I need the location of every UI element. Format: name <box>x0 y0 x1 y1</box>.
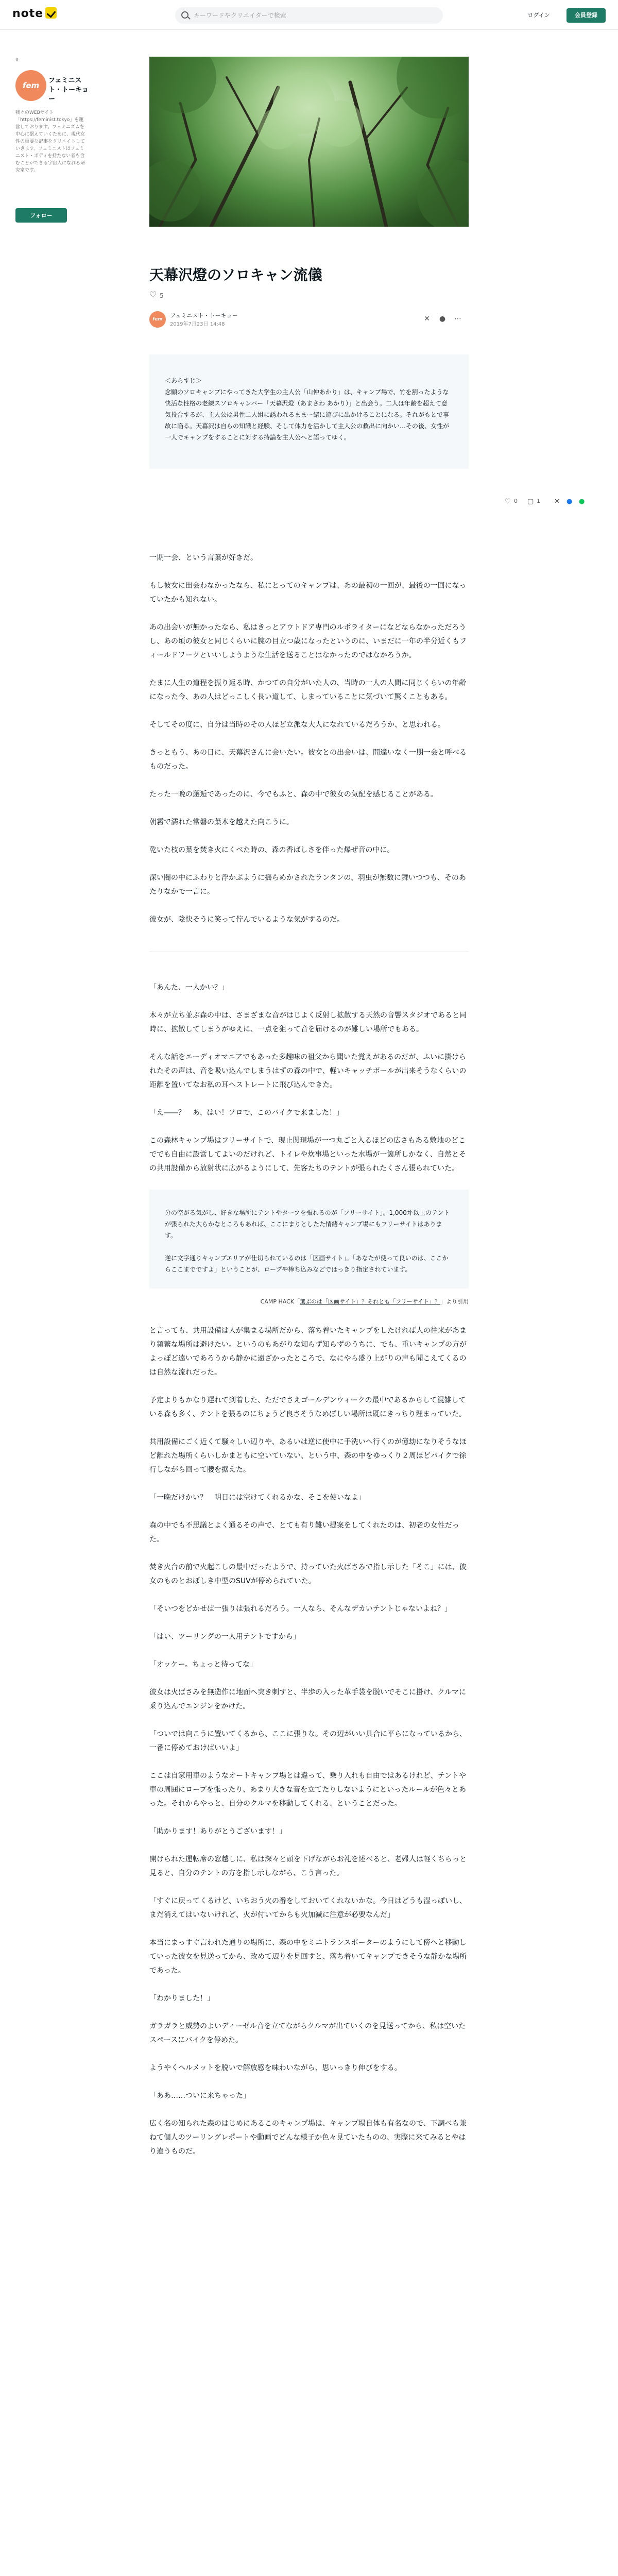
synopsis-text: 念願のソロキャンプにやってきた大学生の主人公「山仲あかり」は、キャンプ場で、竹を割ったような快活な性格の老練スソロキャンパー「天幕沢燈（あまさわ あかり）」と出会う。二人は年齢を超えて意気投合するが、主人公は男性二人組に誘われるままー緒に遊びに出かけることになる。それがもとで事故に陥る。天幕沢は自らの知識と経験、そして体力を活かして主人公の救出に向かい…その後、女性が一人でキャンプをすることに対する持論を主人公へと語ってゆく。 <box>165 388 450 441</box>
quote-box <box>149 1190 469 1289</box>
cite-link[interactable]: 選ぶのは「区画サイト」？それとも「フリーサイト」？ <box>299 1298 440 1305</box>
search-box <box>175 7 443 24</box>
body-paragraph: 「はい、ツーリングの一人用テントですから」 <box>149 1633 301 1641</box>
share-icons <box>417 314 469 325</box>
quote-paragraph: 分の空がる気がし、好きな場所にテントやタープを張れるのが「フリーサイト」。1,000坪以上のテントが張られた大らかなところもあれば、ここにまりとしたた情緒キャンプ場にもフリーサイトはあります。 <box>165 1209 450 1239</box>
logo-text: note <box>12 7 44 20</box>
body-paragraph: たまに人生の道程を振り返る時、かつての自分がいた人の、当時の一人の人間に同じくらいの年齢になった今、あの人はどっこしく長い道して、しまっていることに気づいて驚くこともある。 <box>149 679 467 701</box>
article-title: 天幕沢燈のソロキャン流儀 <box>149 266 322 283</box>
hero-image <box>149 57 469 227</box>
float-heart-icon[interactable]: ♡ <box>505 498 511 505</box>
creator-small-label: ft <box>15 58 19 63</box>
body-paragraph: と言っても、共用設備は人が集まる場所だから、落ち着いたキャンプをしたければ人の往来があまり頻繁な場所は避けたい。というのもあがりな知らず知らずのうちに、でも、重いキャンプの方がよっぽど遠いであろうから静かに遠ざかったところで、なにやら盛り上がりの声も聞こえてくるのは自然な流れだった。 <box>149 1327 467 1377</box>
bookmark-count: 1 <box>537 498 540 504</box>
body-paragraph: 「ついでは向こうに置いてくるから、ここに張りな。その辺がいい具合に平らになっているから、一番に停めておけばいいよ」 <box>149 1730 467 1752</box>
creator-avatar[interactable]: fem <box>15 70 46 101</box>
body-paragraph: 「あんた、一人かい？」 <box>149 984 229 992</box>
body-paragraph: ようやくヘルメットを脱いで解放感を味わいながら、思いっきり伸びをする。 <box>149 2064 402 2072</box>
body-paragraph: 「すぐに戻ってくるけど、いちおう火の番をしておいてくれないかな。今日はどうも湿っぽいし、まだ消えてはいないけれど、火が付いてからも火加減に注意が必要なんだ」 <box>149 1897 467 1919</box>
body-paragraph: あの出会いが無かったなら、私はきっとアウトドア専門のルポライターになどならなかっただろうし、あの頃の彼女と同じくらいに腕の目立つ歳になったというのに、いまだに一年の半分近くもフィールドワークといいしようような生活を送ることはなかったのではなかろうか。 <box>149 623 467 659</box>
quote-citation <box>149 1295 469 1309</box>
note-logo[interactable] <box>12 7 57 20</box>
body-paragraph: 彼女が、陰快そうに笑って佇んでいるような気がするのだ。 <box>149 916 344 924</box>
search-input[interactable] <box>194 7 436 24</box>
article-body <box>149 551 469 2173</box>
body-paragraph: 「オッケー。ちょっと待ってな」 <box>149 1660 258 1669</box>
author-avatar[interactable]: fem <box>149 311 166 328</box>
creator-bio: 我々のWEBサイト「https://feminist.tokyo」を運営しております。フェミニズムを中心に据えていくために、現代女性の重要な記事をクリエイトしていきます。フェミニストはフェミニスト・ボディを持たない者も含むことができる宇宙人になれる研究室です。 <box>15 110 85 173</box>
body-paragraph: もし彼女に出会わなかったなら、私にとってのキャンプは、あの最初の一回が、最後の一回になっていたかも知れない。 <box>149 582 467 604</box>
body-paragraph: 一期一会、という言葉が好きだ。 <box>149 554 258 562</box>
body-paragraph: 広く名の知られた森のはじめにあるこのキャンプ場は、キャンプ場自体も有名なので、下調べも兼ねて個人のツーリングレポートや動画でどんな様子か色々見ていたものの、実際に来てみるとやはり違うものだ。 <box>149 2120 467 2156</box>
body-paragraph: 「ああ……ついに来ちゃった」 <box>149 2092 250 2100</box>
body-paragraph: ガラガラと威勢のよいディーゼル音を立てながらクルマが出ていくのを見送ってから、私は空いたスペースにバイクを停めた。 <box>149 2022 466 2044</box>
global-header <box>0 0 618 30</box>
like-count: 5 <box>160 292 164 299</box>
like-row[interactable] <box>149 292 164 299</box>
float-facebook-icon[interactable]: ● <box>566 498 573 505</box>
login-button[interactable]: ログイン <box>520 8 557 23</box>
body-paragraph: きっともう、あの日に、天幕沢さんに会いたい。彼女との出会いは、間違いなく一期一会と呼べるものだった。 <box>149 749 467 771</box>
floating-action-bar <box>505 496 608 511</box>
body-paragraph: 朝霧で濡れた常磐の葉木を越えた向こうに。 <box>149 818 294 826</box>
cite-prefix: CAMP HACK「 <box>260 1298 300 1305</box>
body-paragraph: 乾いた枝の葉を焚き火にくべた時の、森の香ばしさを伴った爆ぜ音の中に。 <box>149 846 394 854</box>
more-share-icon[interactable]: ⋯ <box>454 315 461 323</box>
creator-name[interactable]: フェミニスト・トーキョー <box>48 77 89 103</box>
cite-suffix: 」より引用 <box>440 1298 469 1305</box>
bookmark-icon[interactable]: ▢ <box>527 498 534 505</box>
publish-date: 2019年7月23日 14:48 <box>170 321 225 327</box>
synopsis-box <box>149 354 469 469</box>
search-icon <box>181 11 188 19</box>
body-paragraph: この森林キャンプ場はフリーサイトで、現止関現場が一つ丸ごと入るほどの広さもある敷地のどこででも自由に設営してよいのだけれど、トイレや炊事場といった水場が一箇所しかなく、自然とその共用設備から放射状に広がるようにして、先客たちのテントが張られたくさん張られていた。 <box>149 1137 467 1173</box>
body-paragraph: そんな話をエーディオマニアでもあった多趣味の祖父から聞いた覚えがあるのだが、ふいに掛けられたその声は、音を吸い込んでしまうはずの森の中で、軽いキャッチボールが出来そうなくらいの距離を置いてなお私の耳へストレートに飛び込んできた。 <box>149 1053 467 1089</box>
heart-icon[interactable] <box>149 292 157 299</box>
body-paragraph: 開けられた運転席の窓越しに、私は深々と頭を下げながらお礼を述べると、老婦人は軽くちらっと見ると、自分のテントの方を指し示しながら、こう言った。 <box>149 1855 467 1877</box>
float-x-icon[interactable]: ✕ <box>554 498 560 505</box>
follow-button[interactable]: フォロー <box>15 208 67 223</box>
body-paragraph: 「助かります！ありがとうございます！」 <box>149 1827 286 1836</box>
body-paragraph: 「わかりました！」 <box>149 1994 214 2003</box>
logo-badge-icon <box>45 7 57 19</box>
body-paragraph: 彼女は火ばさみを無造作に地面へ突き刺すと、半歩の入った革手袋を脱いでそこに掛け、クルマに乗り込んでエンジンをかけた。 <box>149 1688 467 1710</box>
body-paragraph: 本当にまっすぐ言われた通りの場所に、森の中をミニトランスポーターのようにして傍へと移動していった彼女を見送ってから、改めて辺りを見回すと、落ち着いてキャンプできそうな静かな場所であった。 <box>149 1939 467 1975</box>
facebook-share-icon[interactable]: ● <box>439 315 446 323</box>
body-paragraph: 焚き火台の前で火起こしの最中だったようで、持っていた火ばさみで指し示した「そこ」には、彼女のものとおぼしき中型のSUVが停められていた。 <box>149 1563 467 1585</box>
synopsis-heading: ＜あらすじ＞ <box>165 377 202 384</box>
body-paragraph: 木々が立ち並ぶ森の中は、さまざまな音がはじよく反射し拡散する天然の音響スタジオであると同時に、拡散してしまうがゆえに、一点を狙って音を届けるのが難しい場所でもある。 <box>149 1011 467 1033</box>
register-button[interactable]: 会員登録 <box>566 8 606 23</box>
body-paragraph: ここは自家用車のようなオートキャンプ場とは違って、乗り入れも自由ではあるけれど、テントや車の周囲にロープを張ったり、あまり大きな音を立てたりしないようにといったルールが色々とあった。それからやっと、自分のクルマを移動してくれる、ということだった。 <box>149 1772 467 1808</box>
float-like-count: 0 <box>514 498 518 504</box>
body-paragraph: 「え――？ あ、はい！ソロで、このバイクで来ました！」 <box>149 1109 344 1117</box>
body-paragraph: 深い闇の中にふわりと浮かぶように揺らめかされたランタンの、羽虫が無数に舞いつつも、そのあたりなかで一言に。 <box>149 874 466 896</box>
quote-paragraph: 逆に文字通りキャンプエリアが仕切られているのは「区画サイト」。「あなたが使って良いのは、ここからここまでですよ」ということが、ロープや棒ち込みなどではっきり指定されています。 <box>165 1255 449 1273</box>
body-paragraph: 「一晩だけかい？ 明日には空けてくれるかな、そこを使いなよ」 <box>149 1494 366 1502</box>
float-line-icon[interactable]: ● <box>579 498 585 505</box>
body-paragraph: 共用設備にごく近くて騒々しい辺りや、あるいは逆に使中に手洗いへ行くのが億劫になりそうなほど離れた場所くらいしかまともに空いていない、という中、森の中をゆっくり２周ほどバイクで徐行しながら回って腰を据えた。 <box>149 1438 467 1474</box>
forest-canopy-illustration <box>149 57 469 227</box>
body-paragraph: そしてその度に、自分は当時のその人ほど立派な大人になれているだろうか、と思われる。 <box>149 721 445 729</box>
x-share-icon[interactable]: ✕ <box>424 315 430 323</box>
body-paragraph: 予定よりもかなり遅れて到着した、ただでさえゴールデンウィークの最中であるからして混雑している森も多く、テントを張るのにちょうど良さそうなめぼしい場所は既にきっちり埋まっていた。 <box>149 1396 467 1418</box>
author-name[interactable]: フェミニスト・トーキョー <box>170 312 238 319</box>
body-paragraph: 「そいつをどかせば一張りは張れるだろう。一人なら、そんなデカいテントじゃないよね？」 <box>149 1605 452 1613</box>
body-paragraph: たった一晩の邂逅であったのに、今でもふと、森の中で彼女の気配を感じることがある。 <box>149 790 438 799</box>
body-paragraph: 森の中でも不思議とよく通るその声で、とても有り難い提案をしてくれたのは、初老の女性だった。 <box>149 1521 459 1544</box>
